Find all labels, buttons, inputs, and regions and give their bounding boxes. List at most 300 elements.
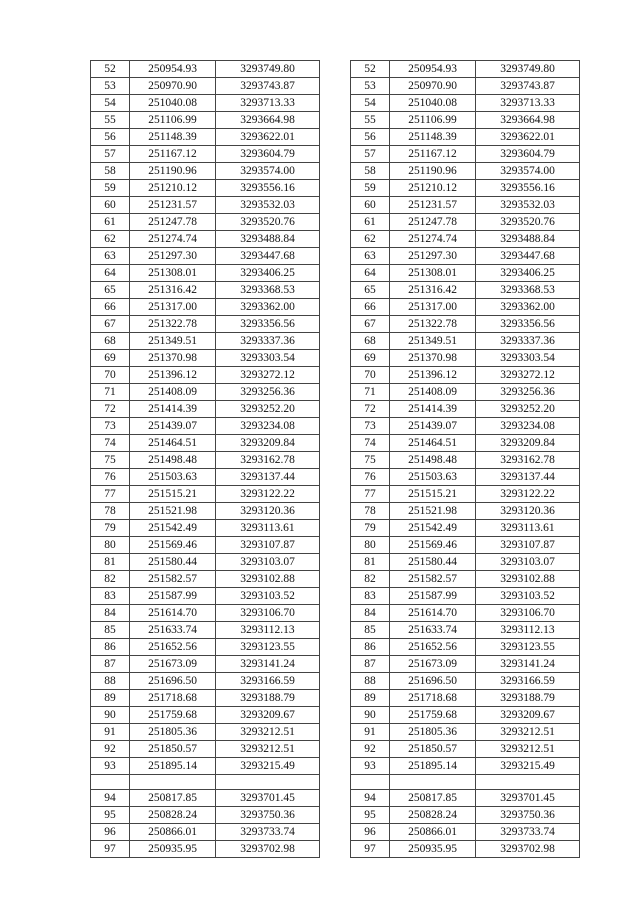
x-coordinate-cell: 251414.39 [390,401,476,418]
table-row [91,350,320,367]
x-coordinate-cell: 251247.78 [390,214,476,231]
y-coordinate-cell: 3293112.13 [216,622,320,639]
x-coordinate-cell: 250970.90 [390,78,476,95]
point-number-cell: 83 [351,588,390,605]
table-row [91,690,320,707]
y-coordinate-cell: 3293664.98 [476,112,580,129]
point-number-cell: 96 [351,824,390,841]
table-row [91,435,320,452]
x-coordinate-cell: 251633.74 [130,622,216,639]
y-coordinate-cell: 3293103.52 [216,588,320,605]
table-row [351,741,580,758]
y-coordinate-cell: 3293368.53 [476,282,580,299]
table-row [351,112,580,129]
table-row [91,146,320,163]
x-coordinate-cell: 251308.01 [130,265,216,282]
point-number-cell: 65 [91,282,130,299]
y-coordinate-cell: 3293215.49 [476,758,580,775]
table-row [91,78,320,95]
point-number-cell: 66 [351,299,390,316]
y-coordinate-cell: 3293212.51 [216,724,320,741]
table-row [351,401,580,418]
table-row [351,180,580,197]
x-coordinate-cell: 250866.01 [130,824,216,841]
x-coordinate-cell: 251408.09 [130,384,216,401]
point-number-cell: 69 [91,350,130,367]
point-number-cell: 82 [351,571,390,588]
y-coordinate-cell: 3293664.98 [216,112,320,129]
coordinate-table-left [90,60,320,858]
point-number-cell: 66 [91,299,130,316]
table-row [91,673,320,690]
table-row [351,384,580,401]
x-coordinate-cell: 251503.63 [390,469,476,486]
table-row [351,588,580,605]
point-number-cell: 94 [351,790,390,807]
table-row [351,367,580,384]
x-coordinate-cell: 251614.70 [130,605,216,622]
point-number-cell: 74 [351,435,390,452]
x-coordinate-cell: 251148.39 [390,129,476,146]
point-number-cell: 96 [91,824,130,841]
table-row [91,180,320,197]
y-coordinate-cell: 3293234.08 [476,418,580,435]
x-coordinate-cell: 251322.78 [130,316,216,333]
table-row [91,486,320,503]
y-coordinate-cell: 3293209.84 [216,435,320,452]
point-number-cell: 85 [91,622,130,639]
coordinate-table-body [91,61,320,858]
point-number-cell: 65 [351,282,390,299]
y-coordinate-cell: 3293702.98 [216,841,320,858]
table-row [91,265,320,282]
point-number-cell: 88 [351,673,390,690]
y-coordinate-cell: 3293215.49 [216,758,320,775]
x-coordinate-cell: 251464.51 [130,435,216,452]
y-coordinate-cell: 3293212.51 [216,741,320,758]
y-coordinate-cell: 3293166.59 [476,673,580,690]
point-number-cell: 76 [351,469,390,486]
table-row [351,95,580,112]
x-coordinate-cell: 251210.12 [130,180,216,197]
y-coordinate-cell: 3293733.74 [476,824,580,841]
table-row [351,316,580,333]
y-coordinate-cell: 3293272.12 [476,367,580,384]
point-number-cell: 93 [91,758,130,775]
table-row [351,452,580,469]
point-number-cell: 57 [91,146,130,163]
point-number-cell: 80 [91,537,130,554]
point-number-cell: 55 [351,112,390,129]
y-coordinate-cell: 3293252.20 [476,401,580,418]
table-row [91,418,320,435]
y-coordinate-cell: 3293356.56 [216,316,320,333]
x-coordinate-cell: 251316.42 [390,282,476,299]
x-coordinate-cell: 251231.57 [390,197,476,214]
y-coordinate-cell: 3293141.24 [216,656,320,673]
point-number-cell: 76 [91,469,130,486]
table-row [351,503,580,520]
table-row [91,639,320,656]
x-coordinate-cell: 251317.00 [130,299,216,316]
x-coordinate-cell: 251673.09 [390,656,476,673]
table-row [351,571,580,588]
table-row [91,841,320,858]
x-coordinate-cell: 251805.36 [390,724,476,741]
x-coordinate-cell: 251521.98 [130,503,216,520]
x-coordinate-cell: 251582.57 [130,571,216,588]
point-number-cell: 84 [91,605,130,622]
y-coordinate-cell: 3293701.45 [216,790,320,807]
table-row [351,622,580,639]
point-number-cell: 56 [351,129,390,146]
table-row [351,231,580,248]
table-row [351,639,580,656]
x-coordinate-cell: 251521.98 [390,503,476,520]
table-row [91,333,320,350]
point-number-cell: 71 [351,384,390,401]
y-coordinate-cell: 3293743.87 [476,78,580,95]
point-number-cell: 79 [91,520,130,537]
x-coordinate-cell: 251167.12 [390,146,476,163]
point-number-cell: 64 [351,265,390,282]
x-coordinate-cell: 251190.96 [390,163,476,180]
point-number-cell: 54 [91,95,130,112]
x-coordinate-cell: 251633.74 [390,622,476,639]
y-coordinate-cell: 3293743.87 [216,78,320,95]
y-coordinate-cell: 3293749.80 [216,61,320,78]
table-row [91,316,320,333]
table-row [91,214,320,231]
point-number-cell: 67 [91,316,130,333]
y-coordinate-cell: 3293209.84 [476,435,580,452]
point-number-cell: 70 [91,367,130,384]
y-coordinate-cell: 3293733.74 [216,824,320,841]
x-coordinate-cell: 251696.50 [130,673,216,690]
point-number-cell: 69 [351,350,390,367]
x-coordinate-cell: 251718.68 [390,690,476,707]
point-number-cell: 77 [351,486,390,503]
y-coordinate-cell: 3293750.36 [476,807,580,824]
table-row [351,61,580,78]
x-coordinate-cell: 251587.99 [390,588,476,605]
point-number-cell: 97 [91,841,130,858]
x-coordinate-cell: 250954.93 [390,61,476,78]
y-coordinate-cell: 3293356.56 [476,316,580,333]
y-coordinate-cell: 3293102.88 [476,571,580,588]
table-row [351,758,580,775]
table-row [351,790,580,807]
table-row [351,214,580,231]
y-coordinate-cell: 3293574.00 [476,163,580,180]
table-row [91,282,320,299]
table-row [351,824,580,841]
x-coordinate-cell: 251274.74 [130,231,216,248]
x-coordinate-cell: 251349.51 [390,333,476,350]
point-number-cell: 54 [351,95,390,112]
point-number-cell: 95 [91,807,130,824]
y-coordinate-cell [216,775,320,790]
point-number-cell: 81 [91,554,130,571]
table-row [351,435,580,452]
y-coordinate-cell [476,775,580,790]
table-row [351,333,580,350]
x-coordinate-cell: 250935.95 [390,841,476,858]
x-coordinate-cell: 251614.70 [390,605,476,622]
point-number-cell: 61 [351,214,390,231]
y-coordinate-cell: 3293337.36 [216,333,320,350]
table-row [91,741,320,758]
y-coordinate-cell: 3293107.87 [216,537,320,554]
point-number-cell: 53 [91,78,130,95]
point-number-cell: 52 [351,61,390,78]
x-coordinate-cell: 251673.09 [130,656,216,673]
table-row [351,163,580,180]
table-row [91,95,320,112]
point-number-cell: 75 [351,452,390,469]
x-coordinate-cell: 250866.01 [390,824,476,841]
x-coordinate-cell: 250817.85 [130,790,216,807]
table-row [351,486,580,503]
x-coordinate-cell: 251106.99 [390,112,476,129]
y-coordinate-cell: 3293106.70 [216,605,320,622]
x-coordinate-cell [130,775,216,790]
x-coordinate-cell: 251582.57 [390,571,476,588]
table-row [351,707,580,724]
point-number-cell: 92 [351,741,390,758]
y-coordinate-cell: 3293362.00 [216,299,320,316]
y-coordinate-cell: 3293713.33 [216,95,320,112]
point-number-cell: 57 [351,146,390,163]
y-coordinate-cell: 3293188.79 [216,690,320,707]
table-row [91,605,320,622]
x-coordinate-cell: 251308.01 [390,265,476,282]
table-row [351,418,580,435]
table-row [91,401,320,418]
point-number-cell: 91 [91,724,130,741]
y-coordinate-cell: 3293102.88 [216,571,320,588]
table-row [91,571,320,588]
y-coordinate-cell: 3293701.45 [476,790,580,807]
x-coordinate-cell: 251040.08 [130,95,216,112]
point-number-cell: 90 [91,707,130,724]
point-number-cell: 87 [351,656,390,673]
point-number-cell: 90 [351,707,390,724]
table-row [91,656,320,673]
table-row [351,520,580,537]
y-coordinate-cell: 3293123.55 [476,639,580,656]
y-coordinate-cell: 3293103.07 [216,554,320,571]
x-coordinate-cell: 251580.44 [130,554,216,571]
point-number-cell: 85 [351,622,390,639]
table-row [91,807,320,824]
table-row [351,807,580,824]
table-row [91,61,320,78]
x-coordinate-cell: 251274.74 [390,231,476,248]
x-coordinate-cell: 251297.30 [130,248,216,265]
y-coordinate-cell: 3293122.22 [216,486,320,503]
point-number-cell: 78 [91,503,130,520]
table-row [91,588,320,605]
x-coordinate-cell: 251316.42 [130,282,216,299]
x-coordinate-cell: 251297.30 [390,248,476,265]
point-number-cell: 82 [91,571,130,588]
point-number-cell: 62 [91,231,130,248]
table-row [91,622,320,639]
table-row [91,724,320,741]
y-coordinate-cell: 3293234.08 [216,418,320,435]
y-coordinate-cell: 3293337.36 [476,333,580,350]
point-number-cell [91,775,130,790]
x-coordinate-cell: 251106.99 [130,112,216,129]
y-coordinate-cell: 3293107.87 [476,537,580,554]
point-number-cell: 73 [91,418,130,435]
y-coordinate-cell: 3293532.03 [216,197,320,214]
point-number-cell: 79 [351,520,390,537]
y-coordinate-cell: 3293120.36 [216,503,320,520]
point-number-cell: 86 [351,639,390,656]
table-row [91,112,320,129]
x-coordinate-cell: 250970.90 [130,78,216,95]
y-coordinate-cell: 3293303.54 [216,350,320,367]
coordinate-table-right [350,60,580,858]
x-coordinate-cell: 250828.24 [130,807,216,824]
table-row [91,707,320,724]
table-row [351,282,580,299]
y-coordinate-cell: 3293303.54 [476,350,580,367]
point-number-cell: 60 [91,197,130,214]
y-coordinate-cell: 3293532.03 [476,197,580,214]
y-coordinate-cell: 3293713.33 [476,95,580,112]
table-gap-row [351,775,580,790]
table-row [91,384,320,401]
y-coordinate-cell: 3293103.07 [476,554,580,571]
y-coordinate-cell: 3293122.22 [476,486,580,503]
table-row [91,790,320,807]
y-coordinate-cell: 3293188.79 [476,690,580,707]
point-number-cell: 71 [91,384,130,401]
y-coordinate-cell: 3293123.55 [216,639,320,656]
point-number-cell: 80 [351,537,390,554]
point-number-cell: 81 [351,554,390,571]
x-coordinate-cell: 251569.46 [390,537,476,554]
y-coordinate-cell: 3293112.13 [476,622,580,639]
x-coordinate-cell: 251040.08 [390,95,476,112]
coordinate-table-body [351,61,580,858]
x-coordinate-cell: 251542.49 [130,520,216,537]
y-coordinate-cell: 3293137.44 [476,469,580,486]
point-number-cell: 64 [91,265,130,282]
table-row [351,78,580,95]
x-coordinate-cell: 251587.99 [130,588,216,605]
point-number-cell: 75 [91,452,130,469]
x-coordinate-cell: 251696.50 [390,673,476,690]
point-number-cell: 53 [351,78,390,95]
point-number-cell: 60 [351,197,390,214]
x-coordinate-cell: 251580.44 [390,554,476,571]
y-coordinate-cell: 3293488.84 [216,231,320,248]
x-coordinate-cell: 251498.48 [390,452,476,469]
y-coordinate-cell: 3293137.44 [216,469,320,486]
y-coordinate-cell: 3293209.67 [476,707,580,724]
y-coordinate-cell: 3293106.70 [476,605,580,622]
x-coordinate-cell: 251464.51 [390,435,476,452]
x-coordinate-cell: 251408.09 [390,384,476,401]
point-number-cell: 97 [351,841,390,858]
table-row [351,673,580,690]
x-coordinate-cell [390,775,476,790]
x-coordinate-cell: 250817.85 [390,790,476,807]
y-coordinate-cell: 3293749.80 [476,61,580,78]
x-coordinate-cell: 251414.39 [130,401,216,418]
x-coordinate-cell: 251542.49 [390,520,476,537]
x-coordinate-cell: 251652.56 [390,639,476,656]
x-coordinate-cell: 251231.57 [130,197,216,214]
y-coordinate-cell: 3293750.36 [216,807,320,824]
y-coordinate-cell: 3293252.20 [216,401,320,418]
y-coordinate-cell: 3293212.51 [476,724,580,741]
table-row [351,656,580,673]
table-row [91,758,320,775]
y-coordinate-cell: 3293209.67 [216,707,320,724]
table-row [351,299,580,316]
point-number-cell: 86 [91,639,130,656]
y-coordinate-cell: 3293162.78 [476,452,580,469]
point-number-cell: 59 [91,180,130,197]
table-row [91,231,320,248]
x-coordinate-cell: 251210.12 [390,180,476,197]
x-coordinate-cell: 251247.78 [130,214,216,231]
point-number-cell: 74 [91,435,130,452]
point-number-cell: 83 [91,588,130,605]
table-row [91,197,320,214]
y-coordinate-cell: 3293272.12 [216,367,320,384]
x-coordinate-cell: 251396.12 [130,367,216,384]
y-coordinate-cell: 3293256.36 [216,384,320,401]
y-coordinate-cell: 3293622.01 [476,129,580,146]
table-row [351,129,580,146]
table-row [91,299,320,316]
point-number-cell: 78 [351,503,390,520]
y-coordinate-cell: 3293362.00 [476,299,580,316]
x-coordinate-cell: 251167.12 [130,146,216,163]
point-number-cell: 58 [351,163,390,180]
table-row [351,248,580,265]
table-row [351,690,580,707]
point-number-cell [351,775,390,790]
y-coordinate-cell: 3293166.59 [216,673,320,690]
point-number-cell: 93 [351,758,390,775]
table-row [91,554,320,571]
x-coordinate-cell: 251895.14 [390,758,476,775]
x-coordinate-cell: 251718.68 [130,690,216,707]
y-coordinate-cell: 3293162.78 [216,452,320,469]
point-number-cell: 73 [351,418,390,435]
x-coordinate-cell: 251148.39 [130,129,216,146]
x-coordinate-cell: 251322.78 [390,316,476,333]
table-row [91,452,320,469]
table-row [351,350,580,367]
y-coordinate-cell: 3293622.01 [216,129,320,146]
point-number-cell: 72 [91,401,130,418]
table-row [351,841,580,858]
y-coordinate-cell: 3293604.79 [476,146,580,163]
y-coordinate-cell: 3293141.24 [476,656,580,673]
table-row [351,537,580,554]
x-coordinate-cell: 251190.96 [130,163,216,180]
x-coordinate-cell: 251370.98 [130,350,216,367]
x-coordinate-cell: 250935.95 [130,841,216,858]
